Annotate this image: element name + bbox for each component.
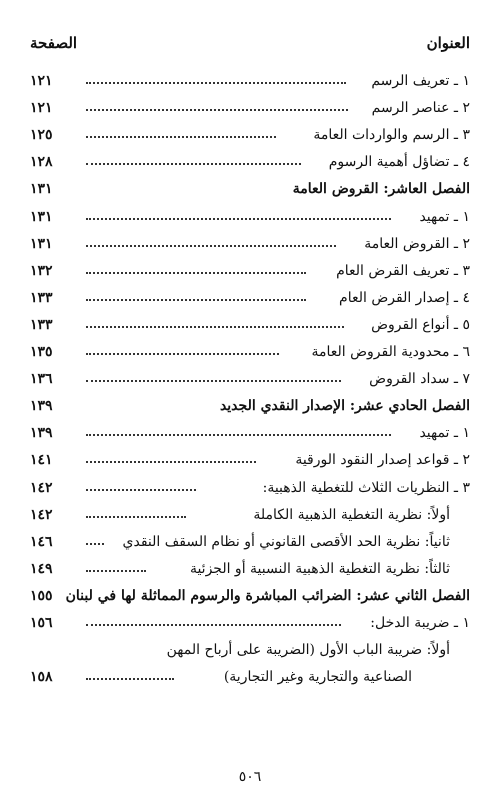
- page-number: ٥٠٦: [238, 769, 262, 785]
- page-ref: ١٣١: [30, 181, 53, 198]
- leader-dots: [86, 624, 341, 626]
- toc-row: [30, 314, 470, 340]
- page-ref: ١٣٣: [30, 289, 53, 306]
- leader-dots: [86, 218, 391, 220]
- leader-dots: [86, 353, 279, 355]
- toc-row: [30, 233, 470, 259]
- page-ref: ١٣١: [30, 208, 53, 225]
- page-ref: ١٥٨: [30, 669, 53, 686]
- page-ref: ١٣٦: [30, 371, 53, 388]
- page-ref: ١٣٥: [30, 344, 53, 360]
- page-ref: ١٢٨: [30, 154, 53, 171]
- toc-row: [30, 504, 470, 530]
- page-ref: ١٣٣: [30, 316, 53, 333]
- toc-row: [30, 260, 470, 286]
- toc-row: [30, 151, 470, 177]
- leader-dots: [86, 516, 186, 518]
- toc-row: [30, 666, 470, 692]
- chapter-row: [30, 395, 470, 421]
- toc-row: [30, 612, 470, 638]
- entry-text: ٣ ـ تعريف القرض العام: [336, 262, 470, 279]
- entry-text: ٢ ـ عناصر الرسم: [371, 100, 470, 117]
- entry-text: ١ ـ تمهيد: [419, 425, 470, 442]
- leader-dots: [86, 82, 346, 84]
- page-ref: ١٤٦: [30, 533, 53, 550]
- page-ref: ١٣٢: [30, 262, 53, 279]
- entry-text: أولاً: ضريبة الباب الأول (الضريبة على أرباح المهن: [166, 642, 450, 659]
- entry-text: الصناعية والتجارية وغير التجارية): [223, 669, 412, 686]
- table-header: [30, 34, 470, 58]
- toc-row: [30, 477, 470, 503]
- entry-text: أولاً: نظرية التغطية الذهبية الكاملة: [253, 506, 450, 523]
- leader-dots: [86, 434, 391, 436]
- leader-dots: [86, 245, 336, 247]
- page-column-label: الصفحة: [30, 34, 78, 52]
- entry-text: ثانياً: نظرية الحد الأقصى القانوني أو نظام السقف النقدي: [122, 533, 450, 550]
- entry-text: الفصل الثاني عشر: الضرائب المباشرة والرسوم المماثلة لها في لبنان: [65, 587, 470, 604]
- leader-dots: [86, 136, 276, 138]
- entry-text: ١ ـ تعريف الرسم: [371, 73, 470, 89]
- entry-text: ٧ ـ سداد القروض: [369, 371, 470, 388]
- page-ref: ١٢١: [30, 73, 53, 89]
- page-ref: ١٣٩: [30, 398, 53, 415]
- entry-text: ٤ ـ تضاؤل أهمية الرسوم: [328, 154, 470, 171]
- toc-row: [30, 341, 470, 367]
- entry-text: ثالثاً: نظرية التغطية الذهبية النسبية أو الجزئية: [189, 560, 450, 577]
- page-ref: ١٢١: [30, 100, 53, 117]
- entry-text: الفصل العاشر: القروض العامة: [292, 181, 470, 198]
- leader-dots: [86, 570, 146, 572]
- toc-row: [30, 422, 470, 448]
- entry-text: ٢ ـ قواعد إصدار النقود الورقية: [295, 452, 470, 469]
- entry-text: ٢ ـ القروض العامة: [364, 235, 470, 252]
- page-ref: ١٤٩: [30, 560, 53, 577]
- page-ref: ١٣٩: [30, 425, 53, 442]
- chapter-row: [30, 178, 470, 204]
- toc-row: [30, 206, 470, 232]
- toc-row: [30, 368, 470, 394]
- toc-row: [30, 449, 470, 475]
- leader-dots: [86, 489, 196, 491]
- toc-row: [30, 124, 470, 150]
- toc-row: [30, 287, 470, 313]
- toc-row: [30, 70, 470, 96]
- leader-dots: [86, 543, 104, 545]
- page-ref: ١٥٦: [30, 615, 53, 631]
- leader-dots: [86, 272, 306, 274]
- chapter-row: [30, 585, 470, 611]
- page-ref: ١٥٥: [30, 587, 53, 604]
- toc-row: [30, 558, 470, 584]
- page-ref: ١٤١: [30, 452, 53, 469]
- entry-text: ٥ ـ أنواع القروض: [371, 316, 470, 333]
- page-ref: ١٤٢: [30, 479, 53, 496]
- entry-text: الفصل الحادي عشر: الإصدار النقدي الجديد: [219, 398, 470, 415]
- entry-text: ٦ ـ محدودية القروض العامة: [311, 344, 470, 360]
- entry-text: ١ ـ تمهيد: [419, 208, 470, 225]
- toc-row: [30, 97, 470, 123]
- toc-row: [30, 639, 470, 665]
- leader-dots: [86, 461, 256, 463]
- entry-text: ٣ ـ النظريات الثلاث للتغطية الذهبية:: [262, 479, 470, 496]
- page-ref: ١٣١: [30, 235, 53, 252]
- leader-dots: [86, 678, 174, 680]
- title-column-label: العنوان: [426, 34, 470, 52]
- leader-dots: [86, 109, 348, 111]
- leader-dots: [86, 299, 306, 301]
- entry-text: ٤ ـ إصدار القرض العام: [339, 289, 470, 306]
- leader-dots: [86, 380, 341, 382]
- page-ref: ١٢٥: [30, 127, 53, 144]
- entry-text: ١ ـ ضريبة الدخل:: [370, 615, 470, 631]
- leader-dots: [86, 163, 301, 165]
- page-ref: ١٤٢: [30, 506, 53, 523]
- leader-dots: [86, 326, 344, 328]
- toc-row: [30, 531, 470, 557]
- entry-text: ٣ ـ الرسم والواردات العامة: [313, 127, 470, 144]
